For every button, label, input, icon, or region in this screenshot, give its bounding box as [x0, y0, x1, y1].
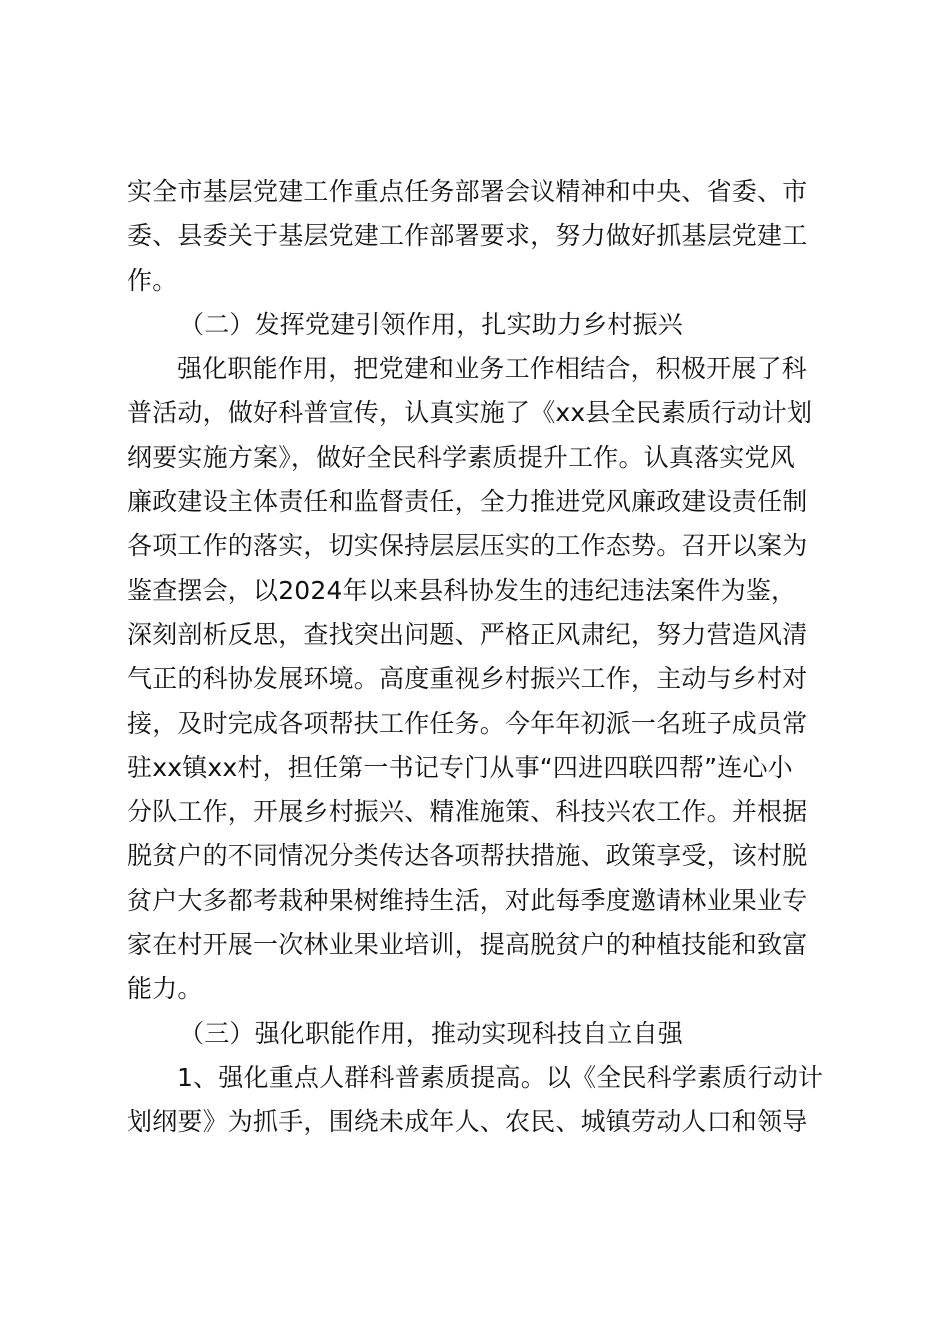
text-line: 能力。 — [127, 974, 203, 1004]
text-line: 委、县委关于基层党建工作部署要求，努力做好抓基层党建工 — [127, 221, 808, 251]
section-heading-2: （二）发挥党建引领作用，扎实助力乡村振兴 — [179, 309, 684, 339]
paragraph-start: 强化职能作用，把党建和业务工作相结合，积极开展了科 — [177, 354, 808, 384]
body-text — [127, 170, 827, 1145]
text-line: 深刻剖析反思，查找突出问题、严格正风肃纪，努力营造风清 — [127, 619, 808, 649]
text-line: 驻xx镇xx村，担任第一书记专门从事“四进四联四帮”连心小 — [127, 752, 793, 782]
section-heading-3: （三）强化职能作用，推动实现科技自立自强 — [179, 1018, 684, 1048]
text-line: 气正的科协发展环境。高度重视乡村振兴工作，主动与乡村对 — [127, 664, 808, 694]
text-line: 鉴查摆会，以2024年以来县科协发生的违纪违法案件为鉴， — [127, 575, 797, 605]
text-line: 纲要实施方案》，做好全民科学素质提升工作。认真落实党风 — [127, 442, 795, 472]
text-line: 普活动，做好科普宣传，认真实施了《xx县全民素质行动计划 — [127, 398, 813, 428]
text-line: 贫户大多都考栽种果树维持生活，对此每季度邀请林业果业专 — [127, 885, 808, 915]
text-line: 各项工作的落实，切实保持层层压实的工作态势。召开以案为 — [127, 531, 808, 561]
text-line: 脱贫户的不同情况分类传达各项帮扶措施、政策享受，该村脱 — [127, 841, 808, 871]
text-line: 分队工作，开展乡村振兴、精准施策、科技兴农工作。并根据 — [127, 797, 808, 827]
text-line: 划纲要》为抓手，围绕未成年人、农民、城镇劳动人口和领导 — [127, 1107, 808, 1137]
text-line: 家在村开展一次林业果业培训，提高脱贫户的种植技能和致富 — [127, 930, 808, 960]
text-line: 接，及时完成各项帮扶工作任务。今年年初派一名班子成员常 — [127, 708, 808, 738]
text-line: 实全市基层党建工作重点任务部署会议精神和中央、省委、市 — [127, 177, 808, 206]
text-line: 作。 — [127, 265, 178, 295]
paragraph-start: 1、强化重点人群科普素质提高。以《全民科学素质行动计 — [177, 1062, 824, 1092]
text-line: 廉政建设主体责任和监督责任，全力推进党风廉政建设责任制 — [127, 487, 808, 517]
